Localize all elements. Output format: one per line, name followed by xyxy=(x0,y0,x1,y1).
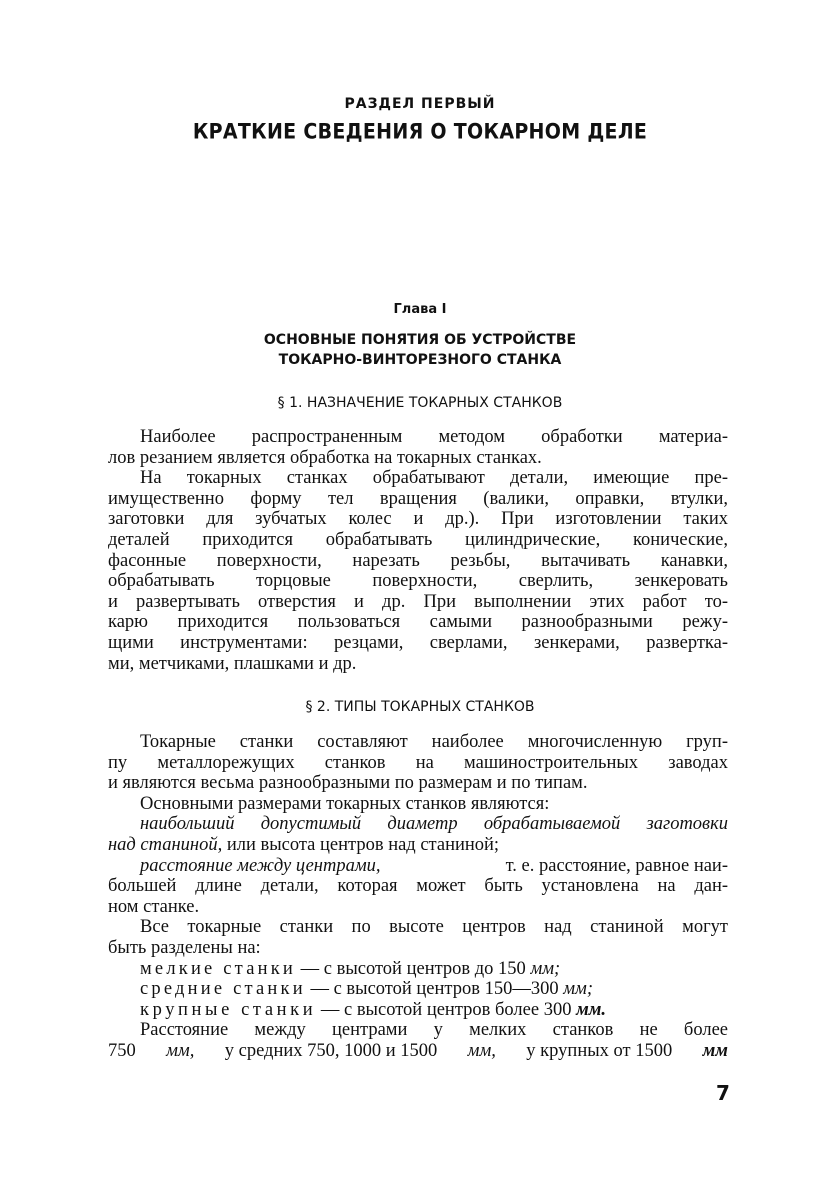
page-number: 7 xyxy=(716,1081,730,1105)
text-line: быть разделены на: xyxy=(108,937,261,958)
chapter-title-line-2: ТОКАРНО-ВИНТОРЕЗНОГО СТАНКА xyxy=(278,352,562,368)
text-fragment: у крупных от 1500 xyxy=(526,1040,673,1061)
text-line: пу металлорежущих станков на машиностроительных заводах xyxy=(108,752,728,773)
chapter-title-line-1: ОСНОВНЫЕ ПОНЯТИЯ ОБ УСТРОЙСТВЕ xyxy=(263,332,577,348)
text-line: Основными размерами токарных станков являются: xyxy=(140,793,550,814)
unit: мм; xyxy=(530,958,561,979)
text-fragment: у средних 750, 1000 и 1500 xyxy=(224,1040,438,1061)
section-title: КРАТКИЕ СВЕДЕНИЯ О ТОКАРНОМ ДЕЛЕ xyxy=(192,119,648,145)
text-line: фасонные поверхности, нарезать резьбы, вытачивать канавки, xyxy=(108,550,728,571)
text-line: и развертывать отверстия и др. При выполнении этих работ то- xyxy=(108,591,728,612)
paragraph-2-heading: § 2. ТИПЫ ТОКАРНЫХ СТАНКОВ xyxy=(305,699,535,715)
text-line: и являются весьма разнообразными по размерам и по типам. xyxy=(108,773,588,794)
text-fragment: — с высотой центров до 150 xyxy=(296,958,531,979)
text-line xyxy=(108,979,728,1000)
text-fragment: 750 xyxy=(108,1040,136,1061)
paragraph-2-body xyxy=(108,732,728,1062)
text-fragment: — с высотой центров 150—300 xyxy=(305,979,564,1000)
text-line: ном станке. xyxy=(108,896,200,917)
text-line-italic: наибольший допустимый диаметр обрабатываемой заготовки xyxy=(140,814,728,835)
paragraph-1-body xyxy=(108,427,728,674)
section-label: РАЗДЕЛ ПЕРВЫЙ xyxy=(344,96,496,112)
unit: мм. xyxy=(576,999,607,1020)
text-fragment: т. е. расстояние, равное наи- xyxy=(505,855,728,876)
text-fragment: или высота центров над станиной; xyxy=(222,834,500,855)
spaced-term: средние станки xyxy=(140,979,306,1000)
text-fragment: — с высотой центров более 300 xyxy=(316,999,577,1020)
text-line: большей длине детали, которая может быть установлена на дан- xyxy=(108,876,728,897)
text-line: обрабатывать торцовые поверхности, сверлить, зенкеровать xyxy=(108,571,728,592)
text-line: Расстояние между центрами у мелких станков не более xyxy=(140,1020,728,1041)
text-line: Все токарные станки по высоте центров над станиной могут xyxy=(140,917,728,938)
italic-term: расстояние между центрами, xyxy=(140,855,381,876)
unit: мм xyxy=(702,1040,728,1061)
paragraph-1-heading: § 1. НАЗНАЧЕНИЕ ТОКАРНЫХ СТАНКОВ xyxy=(277,395,563,411)
text-line: На токарных станках обрабатывают детали, имеющие пре- xyxy=(140,468,728,489)
italic-term: над станиной, xyxy=(108,834,223,855)
spaced-term: крупные станки xyxy=(140,999,317,1020)
spaced-term: мелкие станки xyxy=(140,958,296,979)
text-line: ми, метчиками, плашками и др. xyxy=(108,653,357,674)
text-line xyxy=(108,835,728,856)
chapter-label: Глава I xyxy=(393,302,447,317)
text-line xyxy=(108,856,728,877)
text-line: деталей приходится обрабатывать цилиндрические, конические, xyxy=(108,529,728,550)
text-line: имущественно форму тел вращения (валики, оправки, втулки, xyxy=(108,488,728,509)
text-line xyxy=(108,1000,728,1021)
text-line: Наиболее распространенным методом обработки материа- xyxy=(140,427,728,447)
text-line: щими инструментами: резцами, сверлами, зенкерами, развертка- xyxy=(108,632,728,653)
unit: мм, xyxy=(166,1040,195,1061)
text-line: Токарные станки составляют наиболее многочисленную груп- xyxy=(140,732,728,752)
text-line xyxy=(108,1041,728,1062)
text-line xyxy=(108,959,728,980)
chapter-title xyxy=(0,330,840,370)
unit: мм; xyxy=(563,979,593,1000)
unit: мм, xyxy=(467,1040,496,1061)
text-line: лов резанием является обработка на токарных станках. xyxy=(108,447,542,468)
text-line: карю приходится пользоваться самыми разнообразными режу- xyxy=(108,612,728,633)
text-line: заготовки для зубчатых колес и др.). При изготовлении таких xyxy=(108,509,728,530)
